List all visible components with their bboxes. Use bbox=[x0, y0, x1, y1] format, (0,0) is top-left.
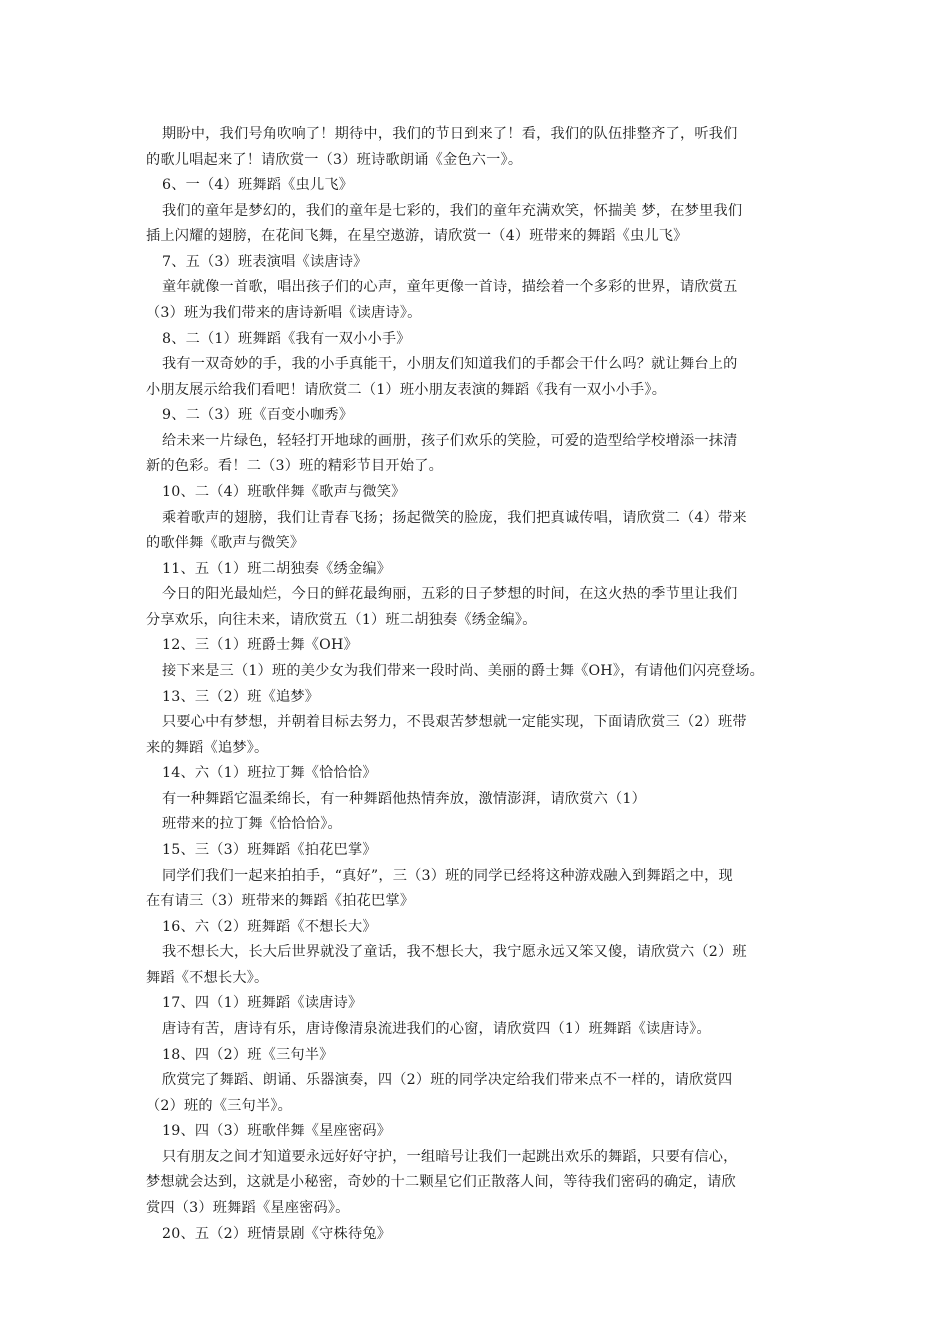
paragraph-line: 来的舞蹈《追梦》。 bbox=[146, 740, 269, 756]
paragraph-line: 的歌伴舞《歌声与微笑》 bbox=[146, 535, 305, 551]
paragraph-line: 的歌儿唱起来了！请欣赏一（3）班诗歌朗诵《金色六一》。 bbox=[146, 152, 523, 168]
paragraph-line: 童年就像一首歌，唱出孩子们的心声，童年更像一首诗，描绘着一个多彩的世界，请欣赏五 bbox=[162, 279, 738, 295]
program-item-heading: 18、四（2）班《三句半》 bbox=[162, 1047, 334, 1063]
paragraph-line: 赏四（3）班舞蹈《星座密码》。 bbox=[146, 1200, 350, 1216]
program-item-heading: 16、六（2）班舞蹈《不想长大》 bbox=[162, 919, 377, 935]
paragraph-line: 欣赏完了舞蹈、朗诵、乐器演奏，四（2）班的同学决定给我们带来点不一样的，请欣赏四 bbox=[162, 1072, 733, 1088]
program-item-heading: 20、五（2）班情景剧《守株待兔》 bbox=[162, 1226, 392, 1242]
paragraph-line: （2）班的《三句半》。 bbox=[146, 1098, 293, 1114]
program-item-heading: 14、六（1）班拉丁舞《恰恰恰》 bbox=[162, 765, 377, 781]
program-item-heading: 12、三（1）班爵士舞《OH》 bbox=[162, 637, 358, 653]
paragraph-line: 舞蹈《不想长大》。 bbox=[146, 970, 269, 986]
program-item-heading: 11、五（1）班二胡独奏《绣金编》 bbox=[162, 561, 392, 577]
paragraph-line: 新的色彩。看！二（3）班的精彩节目开始了。 bbox=[146, 458, 443, 474]
paragraph-line: 班带来的拉丁舞《恰恰恰》。 bbox=[162, 816, 342, 832]
paragraph-line: 只有朋友之间才知道要永远好好守护，一组暗号让我们一起跳出欢乐的舞蹈，只要有信心， bbox=[162, 1149, 738, 1165]
program-item-heading: 8、二（1）班舞蹈《我有一双小小手》 bbox=[162, 331, 411, 347]
paragraph-line: 我们的童年是梦幻的，我们的童年是七彩的，我们的童年充满欢笑，怀揣美 梦，在梦里我们 bbox=[162, 203, 743, 219]
paragraph-line: 只要心中有梦想，并朝着目标去努力，不畏艰苦梦想就一定能实现，下面请欣赏三（2）班带 bbox=[162, 714, 747, 730]
program-item-heading: 15、三（3）班舞蹈《拍花巴掌》 bbox=[162, 842, 377, 858]
paragraph-line: 给未来一片绿色，轻轻打开地球的画册，孩子们欢乐的笑脸，可爱的造型给学校增添一抹清 bbox=[162, 433, 738, 449]
paragraph-line: 插上闪耀的翅膀，在花间飞舞，在星空遨游，请欣赏一（4）班带来的舞蹈《虫儿飞》 bbox=[146, 228, 688, 244]
paragraph-line: 今日的阳光最灿烂，今日的鲜花最绚丽，五彩的日子梦想的时间，在这火热的季节里让我们 bbox=[162, 586, 738, 602]
paragraph-line: 唐诗有苦，唐诗有乐，唐诗像清泉流进我们的心窗，请欣赏四（1）班舞蹈《读唐诗》。 bbox=[162, 1021, 711, 1037]
paragraph-line: 接下来是三（1）班的美少女为我们带来一段时尚、美丽的爵士舞《OH》，有请他们闪亮登场。 bbox=[162, 663, 765, 679]
paragraph-line: 有一种舞蹈它温柔绵长，有一种舞蹈他热情奔放，激情澎湃，请欣赏六（1） bbox=[162, 791, 647, 807]
paragraph-line: 同学们我们一起来拍拍手，“真好”，三（3）班的同学已经将这种游戏融入到舞蹈之中，现 bbox=[162, 868, 733, 884]
paragraph-line: 小朋友展示给我们看吧！请欣赏二（1）班小朋友表演的舞蹈《我有一双小小手》。 bbox=[146, 382, 667, 398]
paragraph-line: 分享欢乐，向往未来，请欣赏五（1）班二胡独奏《绣金编》。 bbox=[146, 612, 537, 628]
program-item-heading: 9、二（3）班《百变小咖秀》 bbox=[162, 407, 354, 423]
paragraph-line: 我有一双奇妙的手，我的小手真能干，小朋友们知道我们的手都会干什么吗？就让舞台上的 bbox=[162, 356, 738, 372]
program-item-heading: 7、五（3）班表演唱《读唐诗》 bbox=[162, 254, 368, 270]
program-item-heading: 10、二（4）班歌伴舞《歌声与微笑》 bbox=[162, 484, 406, 500]
program-item-heading: 19、四（3）班歌伴舞《星座密码》 bbox=[162, 1123, 392, 1139]
paragraph-line: （3）班为我们带来的唐诗新唱《读唐诗》。 bbox=[146, 305, 422, 321]
paragraph-line: 期盼中，我们号角吹响了！期待中，我们的节日到来了！看，我们的队伍排整齐了，听我们 bbox=[162, 126, 738, 142]
paragraph-line: 乘着歌声的翅膀，我们让青春飞扬；扬起微笑的脸庞，我们把真诚传唱，请欣赏二（4）带来 bbox=[162, 510, 747, 526]
paragraph-line: 我不想长大，长大后世界就没了童话，我不想长大，我宁愿永远又笨又傻，请欣赏六（2）班 bbox=[162, 944, 747, 960]
program-item-heading: 6、一（4）班舞蹈《虫儿飞》 bbox=[162, 177, 354, 193]
program-item-heading: 17、四（1）班舞蹈《读唐诗》 bbox=[162, 995, 363, 1011]
paragraph-line: 梦想就会达到，这就是小秘密，奇妙的十二颗星它们正散落人间，等待我们密码的确定，请欣 bbox=[146, 1174, 736, 1190]
program-item-heading: 13、三（2）班《追梦》 bbox=[162, 689, 320, 705]
paragraph-line: 在有请三（3）班带来的舞蹈《拍花巴掌》 bbox=[146, 893, 415, 909]
